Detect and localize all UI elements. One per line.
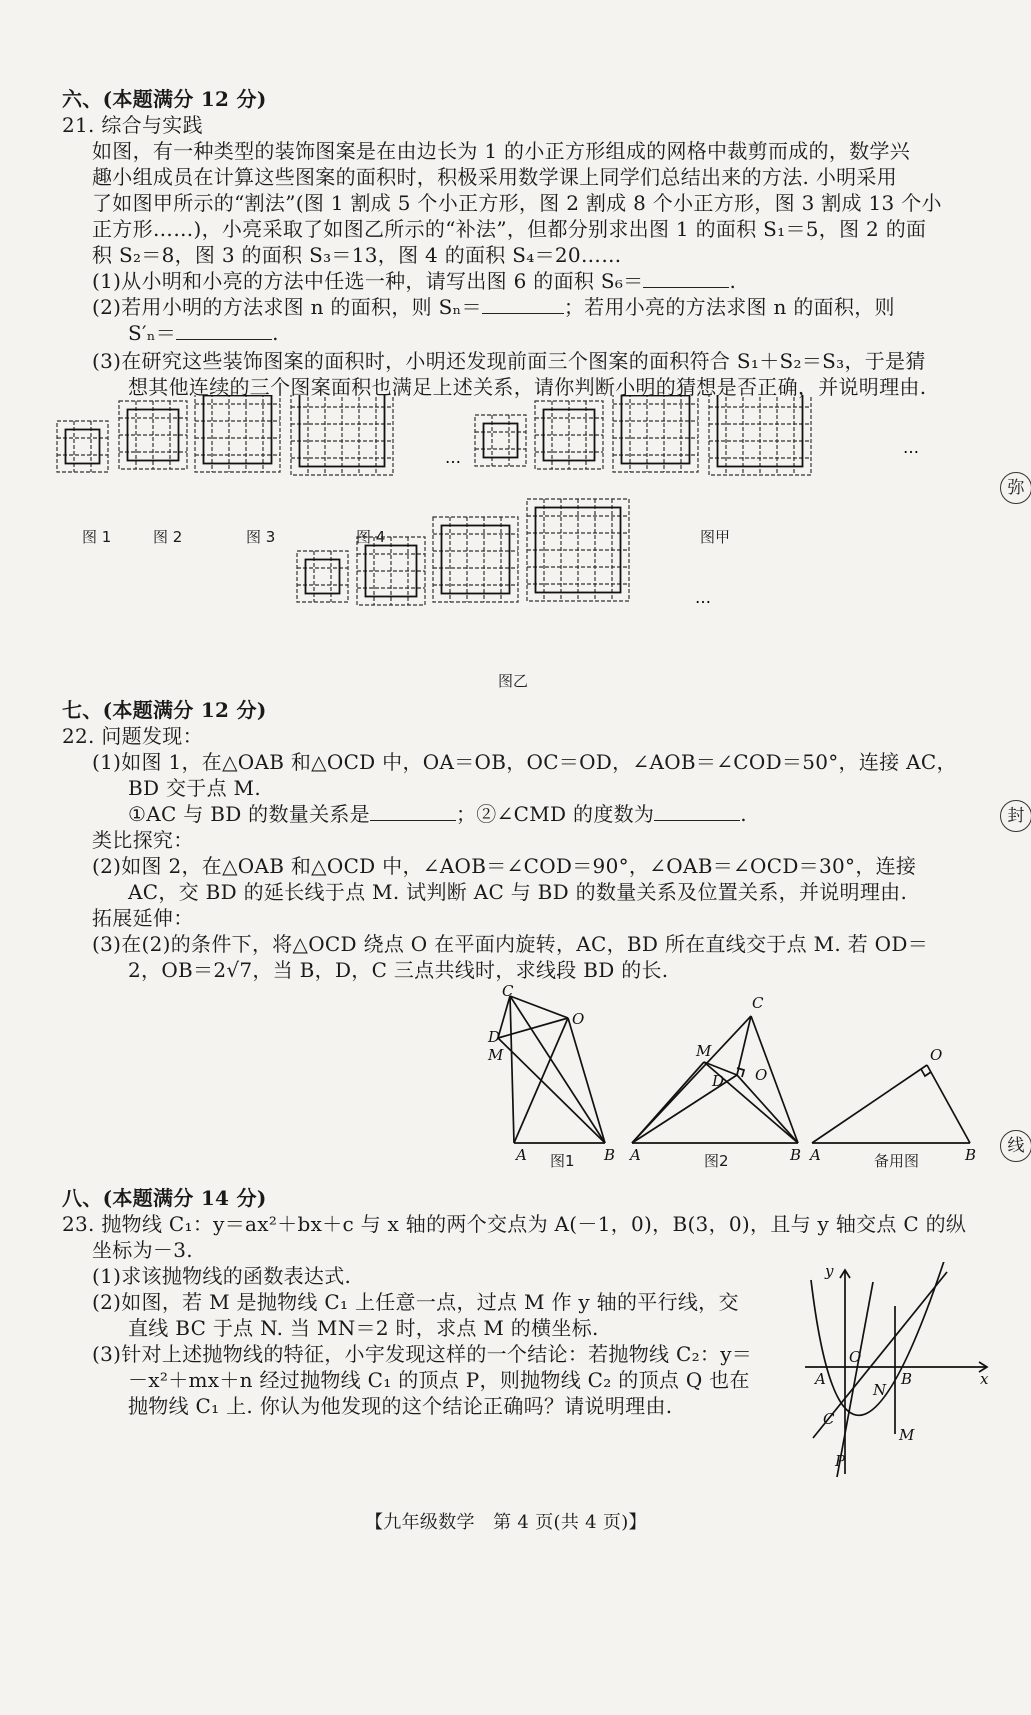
q21-line-2: 趣小组成员在计算这些图案的面积时，积极采用数学课上同学们总结出来的方法. 小明采用 xyxy=(92,165,898,189)
grid-fig3 xyxy=(195,395,280,472)
grid-jia-3 xyxy=(613,395,698,472)
label-P: P xyxy=(835,1452,846,1470)
q21-line-1: 如图，有一种类型的装饰图案是在由边长为 1 的小正方形组成的网格中裁剪而成的，数学兴 xyxy=(92,139,911,163)
label-C-fig2: C xyxy=(752,994,764,1012)
label-D-fig2: D xyxy=(712,1072,725,1090)
q22-part-1-line-2: BD 交于点 M. xyxy=(128,776,261,800)
label-A-backup: A xyxy=(810,1146,821,1164)
q23-part-3-line-3: 抛物线 C₁ 上. 你认为他发现的这个结论正确吗？请说明理由. xyxy=(128,1394,673,1418)
answer-blank xyxy=(643,269,729,288)
answer-blank xyxy=(176,321,272,340)
q21-line-4: 正方形……)，小亮采取了如图乙所示的“补法”，但都分别求出图 1 的面积 S₁＝5，图 2 的面 xyxy=(92,217,927,241)
q22-part-1-line-1: (1)如图 1，在△OAB 和△OCD 中，OA＝OB，OC＝OD，∠AOB＝∠COD＝50°，连接 AC， xyxy=(92,750,957,774)
label-C: C xyxy=(823,1410,835,1428)
ellipsis-3: … xyxy=(695,588,711,607)
q23-title-line-1: 23. 抛物线 C₁：y＝ax²＋bx＋c 与 x 轴的两个交点为 A(－1，0)，B(3，0)，且与 y 轴交点 C 的纵 xyxy=(62,1212,967,1236)
q21-grid-figures xyxy=(55,395,1005,695)
q21-part-2-text-c: S′ₙ＝ xyxy=(128,321,177,345)
label-A-fig2: A xyxy=(630,1146,641,1164)
section-6-heading: 六、(本题满分 12 分) xyxy=(62,87,267,111)
q23-part-2-line-1: (2)如图，若 M 是抛物线 C₁ 上任意一点，过点 M 作 y 轴的平行线，交 xyxy=(92,1290,739,1314)
q22-part-1-line-3 xyxy=(128,801,747,827)
label-A-fig1: A xyxy=(516,1146,527,1164)
caption-fig2: 图 2 xyxy=(153,528,183,546)
caption-fig4: 图 4 xyxy=(356,528,386,546)
q21-line-3: 了如图甲所示的“割法”(图 1 割成 5 个小正方形，图 2 割成 8 个小正方形，图 3 割成 13 个小 xyxy=(92,191,942,215)
label-A: A xyxy=(815,1370,826,1388)
grid-yi-3-cut-outline xyxy=(442,526,510,594)
q22-title: 22. 问题发现： xyxy=(62,724,203,748)
grid-yi-1-cut-outline xyxy=(306,560,340,594)
period: . xyxy=(272,321,279,345)
caption-fig1: 图 1 xyxy=(82,528,112,546)
q22-part-1-q2: ；②∠CMD 的度数为 xyxy=(455,802,655,826)
grid-jia-3-cut-outline xyxy=(622,396,690,464)
grid-fig1-cut-outline xyxy=(66,430,100,464)
caption-q22-fig1: 图1 xyxy=(550,1152,575,1170)
q23-title-line-2: 坐标为－3. xyxy=(92,1238,193,1262)
ellipsis-2: … xyxy=(903,438,919,457)
grid-yi-3 xyxy=(433,517,518,602)
label-B: B xyxy=(901,1370,913,1388)
q23-parabola-figure xyxy=(795,1262,995,1482)
q21-part-2-text-b: ；若用小亮的方法求图 n 的面积，则 xyxy=(563,295,895,319)
label-O-fig1: O xyxy=(572,1010,585,1028)
q23-part-1: (1)求该抛物线的函数表达式. xyxy=(92,1264,352,1288)
caption-fig3: 图 3 xyxy=(246,528,276,546)
q21-part-3-line-1: (3)在研究这些装饰图案的面积时，小明还发现前面三个图案的面积符合 S₁＋S₂＝S₃，于是猜 xyxy=(92,349,926,373)
grid-jia-1-cut-outline xyxy=(484,424,518,458)
q22-part-3-line-2: 2，OB＝2√7，当 B，D，C 三点共线时，求线段 BD 的长. xyxy=(128,958,669,982)
section-8-heading: 八、(本题满分 14 分) xyxy=(62,1186,267,1210)
q23-part-3-line-1: (3)针对上述抛物线的特征，小宇发现这样的一个结论：若抛物线 C₂：y＝ xyxy=(92,1342,753,1366)
q21-part-2 xyxy=(92,294,895,320)
margin-mark-1: 弥 xyxy=(1000,472,1031,504)
label-M-fig2: M xyxy=(696,1042,712,1060)
label-B-backup: B xyxy=(965,1146,977,1164)
label-C-fig1: C xyxy=(502,982,514,1000)
label-O-fig2: O xyxy=(755,1066,768,1084)
answer-blank xyxy=(654,802,740,821)
label-D-fig1: D xyxy=(488,1028,501,1046)
section-7-heading: 七、(本题满分 12 分) xyxy=(62,698,267,722)
page-footer: 【九年级数学 第 4 页(共 4 页)】 xyxy=(365,1512,647,1533)
label-y-axis: y xyxy=(825,1262,834,1280)
q22-heading-3: 拓展延伸： xyxy=(92,906,194,930)
label-M-fig1: M xyxy=(488,1046,504,1064)
q22-part-2-line-1: (2)如图 2，在△OAB 和△OCD 中，∠AOB＝∠COD＝90°，∠OAB＝∠OCD＝30°，连接 xyxy=(92,854,917,878)
label-x-axis: x xyxy=(980,1370,989,1388)
caption-q22-fig2: 图2 xyxy=(704,1152,729,1170)
label-B-fig1: B xyxy=(604,1146,616,1164)
q22-part-2-line-2: AC，交 BD 的延长线于点 M. 试判断 AC 与 BD 的数量关系及位置关系，并说明理由. xyxy=(128,880,908,904)
q21-line-5: 积 S₂＝8，图 3 的面积 S₃＝13，图 4 的面积 S₄＝20…… xyxy=(92,243,622,267)
label-B-fig2: B xyxy=(790,1146,802,1164)
caption-fig-jia: 图甲 xyxy=(700,528,731,546)
answer-blank xyxy=(370,802,456,821)
period: . xyxy=(740,802,747,826)
caption-fig-yi: 图乙 xyxy=(498,672,529,690)
q21-part-2-text-a: (2)若用小明的方法求图 n 的面积，则 Sₙ＝ xyxy=(92,295,482,319)
q21-title: 21. 综合与实践 xyxy=(62,113,203,137)
q23-part-2-line-2: 直线 BC 于点 N. 当 MN＝2 时，求点 M 的横坐标. xyxy=(128,1316,599,1340)
q21-part-2-cont xyxy=(128,320,279,346)
q21-part-1-text: (1)从小明和小亮的方法中任选一种，请写出图 6 的面积 S₆＝ xyxy=(92,269,644,293)
margin-mark-2: 封 xyxy=(1000,800,1031,832)
q22-heading-2: 类比探究： xyxy=(92,828,194,852)
q23-part-3-line-2: －x²＋mx＋n 经过抛物线 C₁ 的顶点 P，则抛物线 C₂ 的顶点 Q 也在 xyxy=(128,1368,750,1392)
q21-part-3-line-2: 想其他连续的三个图案面积也满足上述关系，请你判断小明的猜想是否正确，并说明理由. xyxy=(128,375,927,399)
q22-part-1-q1: ①AC 与 BD 的数量关系是 xyxy=(128,802,370,826)
period: . xyxy=(729,269,737,293)
label-M: M xyxy=(899,1426,915,1444)
answer-blank xyxy=(482,295,564,314)
margin-mark-3: 线 xyxy=(1000,1130,1031,1162)
label-O: O xyxy=(849,1348,862,1366)
q21-part-1 xyxy=(92,268,736,294)
q22-part-3-line-1: (3)在(2)的条件下，将△OCD 绕点 O 在平面内旋转，AC，BD 所在直线交于点 M. 若 OD＝ xyxy=(92,932,929,956)
caption-q22-backup: 备用图 xyxy=(874,1152,920,1170)
label-N: N xyxy=(873,1381,887,1399)
ellipsis-1: … xyxy=(445,448,461,467)
grid-fig3-cut-outline xyxy=(204,396,272,464)
label-O-backup: O xyxy=(930,1046,943,1064)
